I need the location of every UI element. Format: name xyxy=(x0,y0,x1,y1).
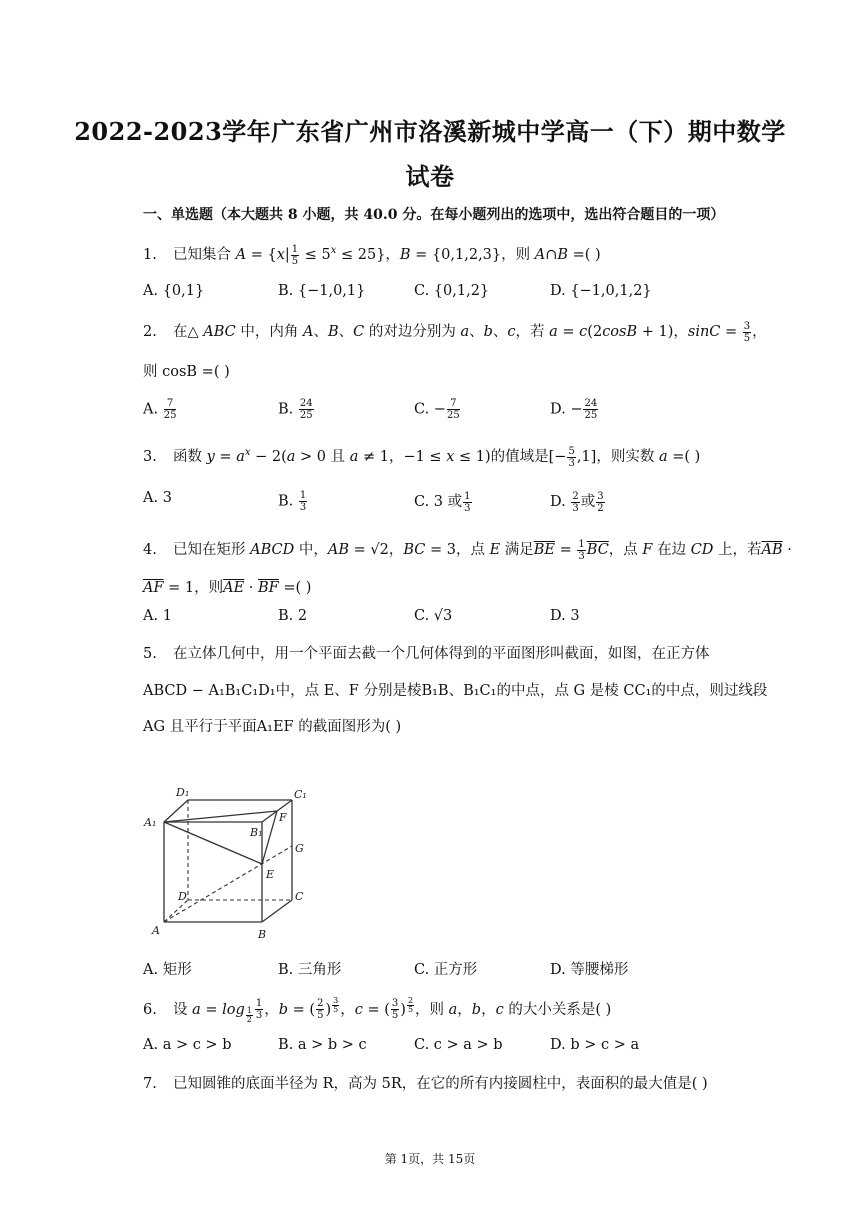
question-5 xyxy=(143,642,710,663)
question-4: 4. 已知在矩形 ABCD 中，AB = √2，BC = 3，点 E 满足$\overline{BE}$ = $\frac{1}{3}$ $\overline{BC}$，点 F 在边 CD 上，若$\overline{AB}$ · xyxy=(143,538,792,562)
q5-option-c[interactable]: C. 正方形 xyxy=(414,962,478,978)
q4-option-b[interactable]: B. 2 xyxy=(278,608,308,624)
label-c1: C₁ xyxy=(294,788,307,801)
q4-option-a[interactable]: A. 1 xyxy=(143,608,172,624)
q6-option-b[interactable]: B. a > b > c xyxy=(278,1037,367,1053)
q3-option-a[interactable]: A. 3 xyxy=(143,490,172,506)
question-5-line2: ABCD − A₁B₁C₁D₁中，点 E、F 分别是棱B₁B、B₁C₁的中点，点 G 是棱 CC₁的中点，则过线段 xyxy=(143,683,768,699)
question-5-line3: AG 且平行于平面A₁EF 的截面图形为( ) xyxy=(143,719,402,735)
label-f: F xyxy=(279,811,287,824)
q6-option-a[interactable]: A. a > c > b xyxy=(143,1037,232,1053)
question-number: 1. xyxy=(143,247,157,263)
question-number: 7. xyxy=(143,1076,157,1092)
question-number: 3. xyxy=(143,449,157,465)
label-d1: D₁ xyxy=(176,786,190,799)
page-footer: 第 1页，共 15页 xyxy=(384,1152,476,1166)
question-6: 6. 设 a = log $_{\frac{1}{2}}$ $\frac{1}{3}$ ，b = ( $\frac{2}{5}$ ) $^{\frac{3}{5}}$ ，c = ( $\frac{3}{5}$ ) $^{\frac{2}{5}}$ ，则 a，b，c 的大小关系是( ) xyxy=(143,996,612,1024)
label-c: C xyxy=(295,890,304,903)
question-1: 1. 已知集合 A = {x| $\frac{1}{5}$ ≤ $5^x \le 25$}，B = {0,1,2,3}，则 A∩B =( ) xyxy=(143,243,601,267)
question-4-cont: $\overline{AF} = 1$，则$\overline{AE} \cdot \overline{BF}$ =( ) xyxy=(143,580,312,596)
q5-text: 在立体几何中，用一个平面去截一个几何体得到的平面图形叫截面，如图，在正方体 xyxy=(173,646,710,662)
label-g: G xyxy=(295,842,304,855)
exam-title-line2: 试卷 xyxy=(405,162,455,191)
q3-option-b[interactable]: B. $\frac{1}{3}$ xyxy=(278,490,307,513)
q3-option-c[interactable]: C. 3 或 $\frac{1}{3}$ xyxy=(414,490,471,514)
q2-option-d[interactable]: D. − $\frac{24}{25}$ xyxy=(550,398,598,421)
q5-option-d[interactable]: D. 等腰梯形 xyxy=(550,962,629,978)
q1-option-d[interactable]: D. {−1,0,1,2} xyxy=(550,283,652,299)
section-heading: 一、单选题（本大题共 8 小题，共 40.0 分。在每小题列出的选项中，选出符合题目的一项） xyxy=(143,207,725,223)
label-d: D xyxy=(178,890,187,903)
exam-title-line1: 2022-2023学年广东省广州市洛溪新城中学高一（下）期中数学 xyxy=(74,117,786,146)
label-b1: B₁ xyxy=(250,826,263,839)
question-2: 2. 在△ ABC 中，内角 A、B、C 的对边分别为 a、b、c，若 a = c(2cosB + 1)，sinC = $\frac{3}{5}$ ， xyxy=(143,320,767,344)
question-number: 4. xyxy=(143,542,157,558)
cube-figure xyxy=(140,782,320,942)
q7-text: 已知圆锥的底面半径为 R，高为 5R，在它的所有内接圆柱中，表面积的最大值是( ) xyxy=(173,1076,708,1092)
q4-option-c[interactable]: C. √3 xyxy=(414,608,453,624)
label-b: B xyxy=(258,928,267,941)
question-number: 5. xyxy=(143,646,157,662)
question-number: 2. xyxy=(143,324,157,340)
q3-option-d[interactable]: D. $\frac{2}{3}$ 或 $\frac{3}{2}$ xyxy=(550,490,604,514)
label-a: A xyxy=(152,924,160,937)
question-2-cont: 则 cosB =( ) xyxy=(143,364,230,380)
label-e: E xyxy=(266,868,275,881)
q5-option-b[interactable]: B. 三角形 xyxy=(278,962,342,978)
q2-option-b[interactable]: B. $\frac{24}{25}$ xyxy=(278,398,313,421)
question-number: 6. xyxy=(143,1001,157,1018)
q6-option-d[interactable]: D. b > c > a xyxy=(550,1037,640,1053)
q1-option-a[interactable]: A. {0,1} xyxy=(143,283,205,299)
q1-option-b[interactable]: B. {−1,0,1} xyxy=(278,283,366,299)
q2-option-c[interactable]: C. − $\frac{7}{25}$ xyxy=(414,398,460,421)
label-a1: A₁ xyxy=(144,816,157,829)
question-3: 3. 函数 $y = a^x - 2(a > 0$ 且 a ≠ 1，−1 ≤ x ≤ 1)的值域是[− $\frac{5}{3}$ ,1]，则实数 a =( ) xyxy=(143,445,701,469)
q1-option-c[interactable]: C. {0,1,2} xyxy=(414,283,490,299)
q4-option-d[interactable]: D. 3 xyxy=(550,608,580,624)
q5-option-a[interactable]: A. 矩形 xyxy=(143,962,192,978)
q6-option-c[interactable]: C. c > a > b xyxy=(414,1037,503,1053)
q2-option-a[interactable]: A. $\frac{7}{25}$ xyxy=(143,398,177,421)
question-7 xyxy=(143,1072,708,1093)
